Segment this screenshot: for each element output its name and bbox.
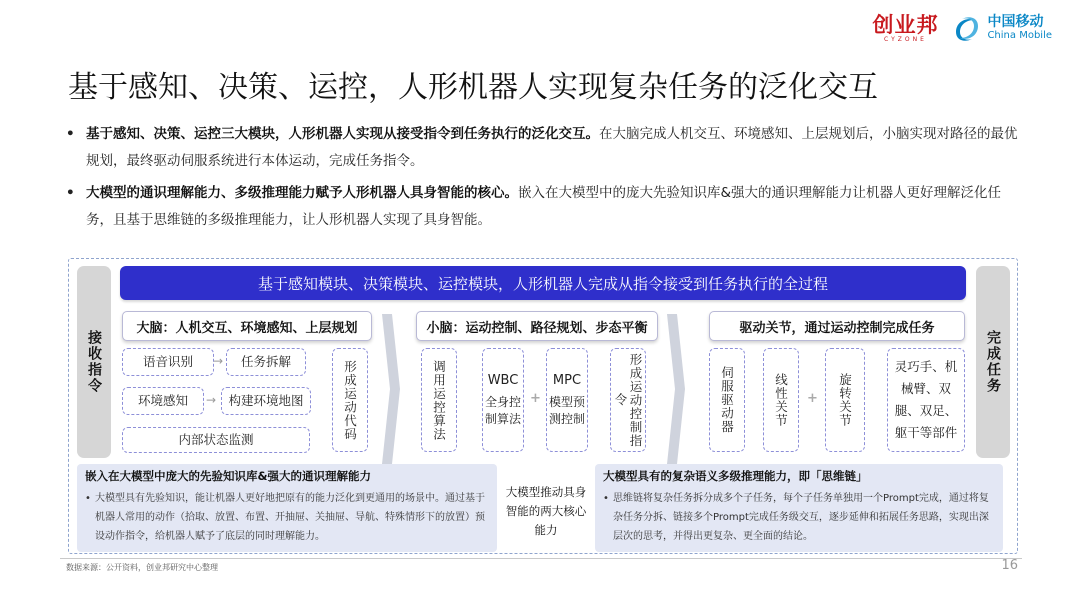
environment-map-box: 构建环境地图 [221, 387, 311, 415]
plus-icon: + [807, 391, 818, 406]
task-decomposition-box: 任务拆解 [226, 348, 306, 376]
body-parts-label: 灵巧手、机械臂、双腿、双足、躯干等部件 [894, 359, 958, 440]
servo-driver-box [709, 348, 745, 452]
rotary-joint-label: 旋转关节 [837, 373, 853, 427]
chevron-right-icon [380, 314, 400, 464]
joints-section-header: 驱动关节，通过运动控制完成任务 [709, 311, 965, 341]
bullet-dot: • [603, 493, 609, 504]
knowledge-panel [77, 464, 497, 552]
receive-command-label: 接收指令 [86, 330, 102, 394]
motion-control-command-label: 形成运动控制指令 [613, 352, 643, 448]
linear-joint-box [763, 348, 799, 452]
footer-divider [60, 558, 1022, 559]
mpc-box [546, 348, 588, 452]
motion-control-command-box [610, 348, 646, 452]
mpc-subtitle: 模型预测控制 [548, 394, 585, 426]
linear-joint-label: 线性关节 [773, 373, 789, 427]
process-banner: 基于感知模块、决策模块、运控模块，人形机器人完成从指令接受到任务执行的全过程 [120, 266, 966, 300]
complete-task-box [976, 266, 1010, 458]
core-capabilities-label: 大模型推动具身智能的两大核心能力 [505, 485, 587, 537]
reasoning-panel-title: 大模型具有的复杂语义多级推理能力，即「思维链」 [603, 469, 868, 483]
servo-driver-label: 伺服驱动器 [719, 366, 735, 434]
page-title: 基于感知、决策、运控，人形机器人实现复杂任务的泛化交互 [68, 70, 878, 105]
speech-recognition-box: 语音识别 [122, 348, 214, 376]
bullet-text: 在大脑完成人机交互、环境感知、上层规划后，小脑实现对路径的最优规划，最终驱动伺服系统进行本体运动，完成任务指令。 [86, 126, 1018, 169]
brain-section-header: 大脑：人机交互、环境感知、上层规划 [122, 311, 372, 341]
knowledge-panel-title: 嵌入在大模型中庞大的先验知识库&强大的通识理解能力 [85, 469, 372, 483]
motion-code-label: 形成运动代码 [342, 359, 358, 441]
cerebellum-section-header: 小脑：运动控制、路径规划、步态平衡 [416, 311, 658, 341]
complete-task-label: 完成任务 [985, 330, 1001, 394]
reasoning-panel-body [603, 489, 995, 546]
chevron-right-icon [665, 314, 685, 464]
internal-state-monitoring-box: 内部状态监测 [122, 427, 310, 453]
wbc-subtitle: 全身控制算法 [484, 394, 521, 426]
bullet-item [66, 121, 1026, 175]
cyzone-logo [872, 14, 938, 44]
bullet-dot: • [66, 126, 75, 142]
bullet-text: 嵌入在大模型中的庞大先验知识库&强大的通识理解能力让机器人更好理解泛化任务，且基于思维链的多级推理能力，让人形机器人实现了具身智能。 [86, 185, 1002, 228]
knowledge-panel-text: 大模型具有先验知识，能让机器人更好地把原有的能力泛化到更通用的场景中。通过基于机器人常用的动作（拾取、放置、布置、开抽屉、关抽屉、导航、特殊情形下的放置）预设动作指令，给机器人赋予了底层的同时理解能力。 [95, 493, 485, 542]
cyzone-logo-name: 创业邦 [872, 13, 939, 37]
receive-command-box [77, 266, 111, 458]
body-parts-box [887, 348, 965, 452]
data-source: 数据来源：公开资料，创业邦研究中心整理 [66, 563, 218, 572]
environment-perception-box: 环境感知 [122, 387, 204, 415]
china-mobile-logo [952, 14, 1052, 44]
rotary-joint-box [825, 348, 865, 452]
motion-code-box [332, 348, 368, 452]
bullet-item [66, 180, 1026, 234]
call-control-algorithm-label: 调用运控算法 [431, 359, 447, 441]
page-number: 16 [1001, 558, 1018, 573]
bullet-list [66, 121, 1026, 239]
header-logos [872, 14, 1052, 44]
china-mobile-mark-icon [952, 14, 982, 44]
mpc-title: MPC [552, 372, 582, 388]
wbc-title: WBC [487, 372, 519, 388]
plus-icon: + [530, 391, 541, 406]
china-mobile-en: China Mobile [987, 30, 1052, 41]
wbc-box [482, 348, 524, 452]
bullet-bold-text: 大模型的通识理解能力、多级推理能力赋予人形机器人具身智能的核心。 [86, 185, 518, 201]
reasoning-panel [595, 464, 1003, 552]
cyzone-logo-sub: CYZONE [884, 36, 927, 43]
bullet-bold-text: 基于感知、决策、运控三大模块，人形机器人实现从接受指令到任务执行的泛化交互。 [86, 126, 599, 142]
bullet-dot: • [85, 493, 91, 504]
arrow-right-icon: → [213, 354, 224, 368]
call-control-algorithm-box [421, 348, 457, 452]
reasoning-panel-text: 思维链将复杂任务拆分成多个子任务，每个子任务单独用一个Prompt完成，通过将复杂任务分拆、链接多个Prompt完成任务级交互，逐步延伸和拓展任务思路，实现出深层次的思考，并得出更复杂、更全面的结论。 [613, 493, 989, 542]
china-mobile-cn: 中国移动 [987, 14, 1044, 30]
arrow-right-icon: → [206, 393, 217, 407]
process-diagram [68, 258, 1018, 554]
knowledge-panel-body [85, 489, 489, 546]
bullet-dot: • [66, 185, 75, 201]
